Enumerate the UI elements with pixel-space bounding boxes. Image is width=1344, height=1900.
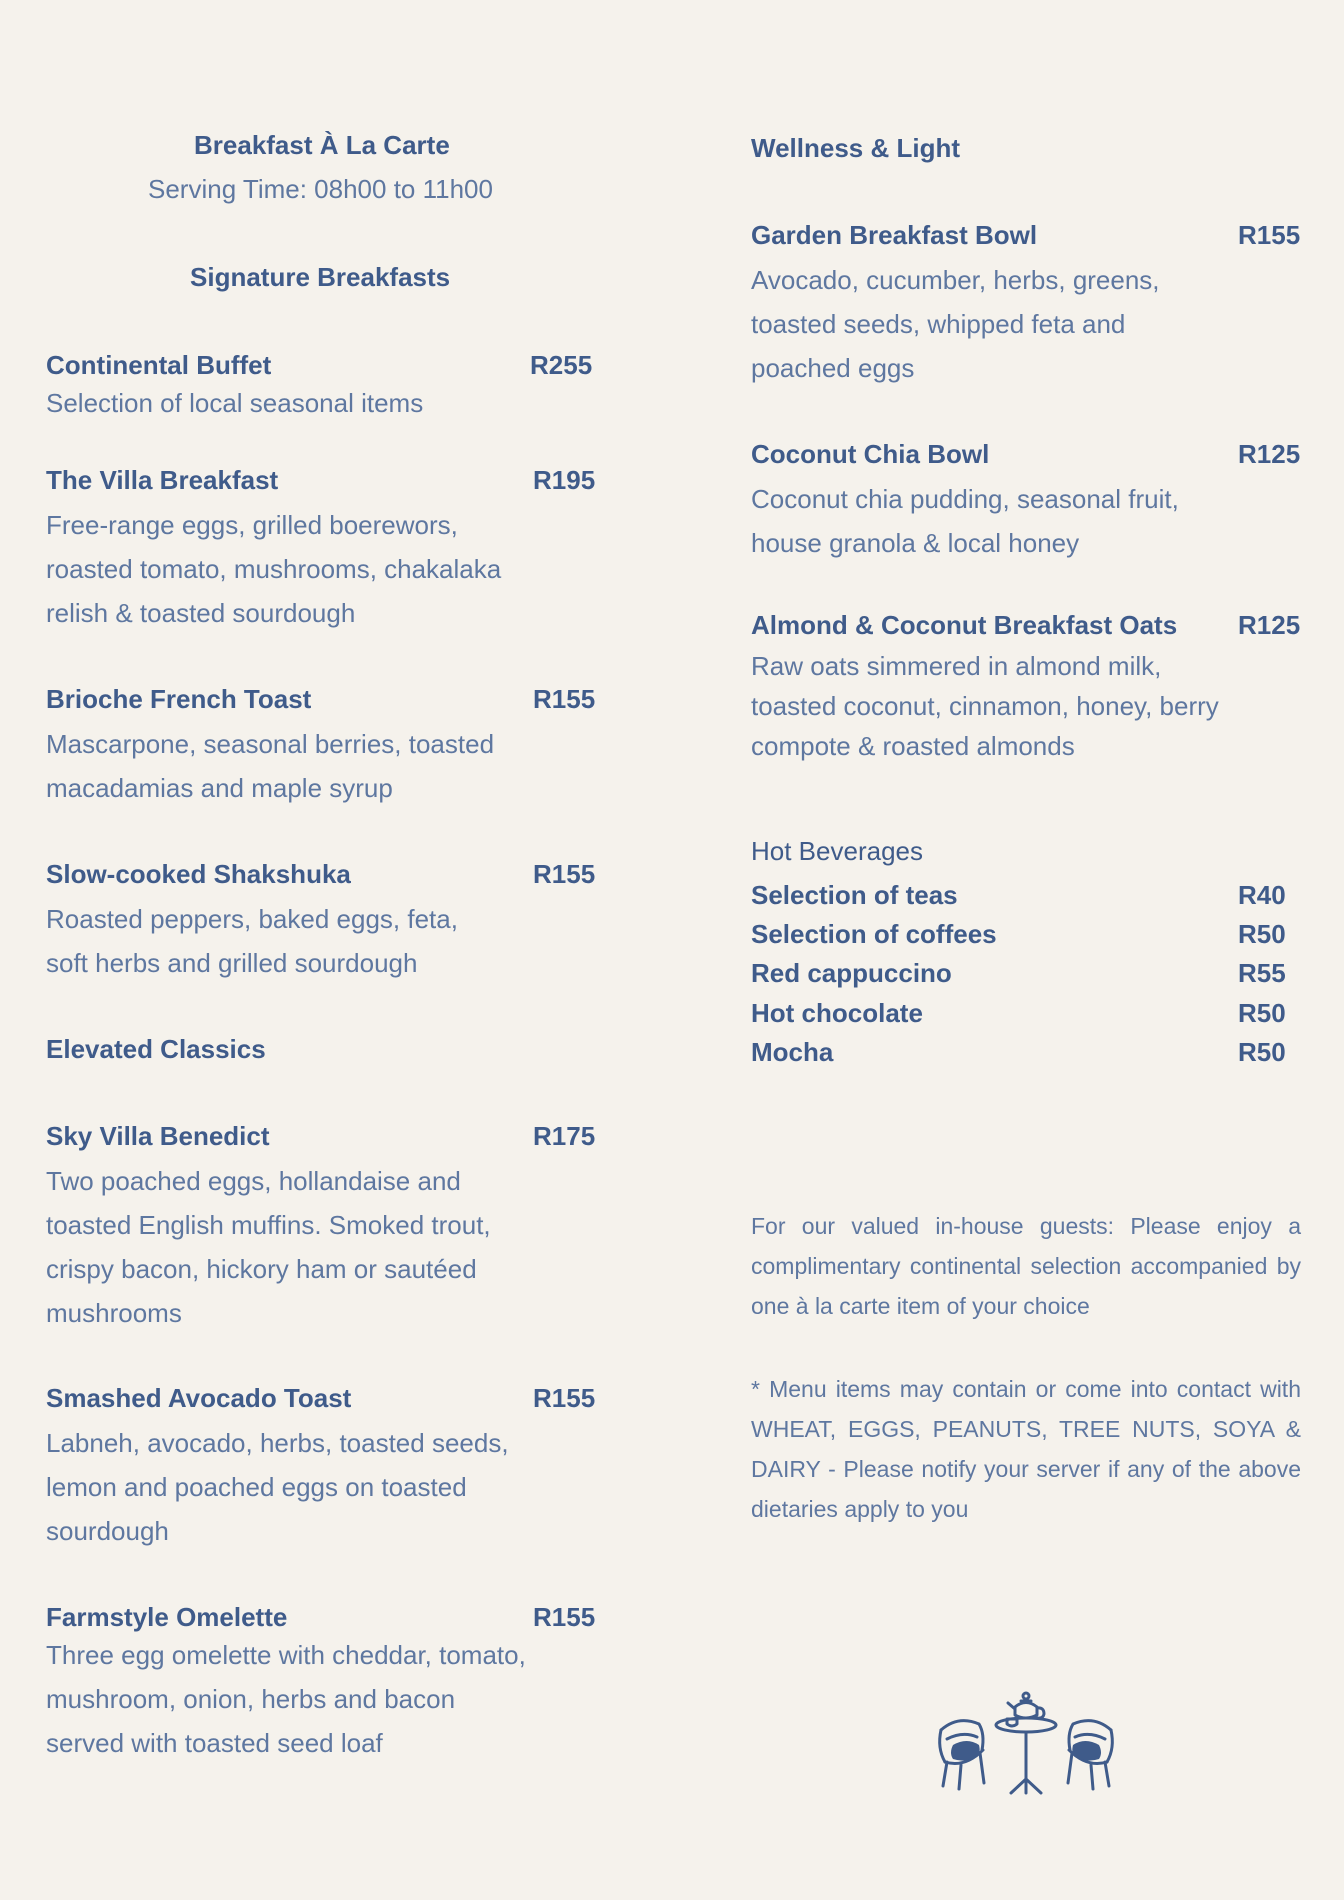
beverage-name: Hot chocolate [751,998,923,1028]
item-name: Smashed Avocado Toast [46,1383,352,1413]
menu-title: Breakfast À La Carte [194,130,450,160]
item-description: Three egg omelette with cheddar, tomato, mushroom, onion, herbs and bacon served with toasted seed loaf [46,1640,526,1758]
beverage-row-teas [751,880,1291,911]
item-description: Coconut chia pudding, seasonal fruit, house granola & local honey [751,484,1179,558]
beverage-row-mocha [751,1037,1291,1068]
item-description: Avocado, cucumber, herbs, greens, toasted seeds, whipped feta and poached eggs [751,265,1160,383]
item-description: Two poached eggs, hollandaise and toasted English muffins. Smoked trout, crispy bacon, hickory ham or sautéed mushrooms [46,1166,491,1328]
item-name: Slow-cooked Shakshuka [46,859,351,889]
item-description: Selection of local seasonal items [46,388,424,418]
allergen-note: * Menu items may contain or come into contact with WHEAT, EGGS, PEANUTS, TREE NUTS, SOYA & DAIRY - Please notify your server if any of the above dietaries apply to you [751,1376,1301,1522]
beverage-row-hot-chocolate [751,998,1291,1029]
beverage-price: R50 [1238,998,1286,1028]
item-price: R155 [533,684,596,714]
item-name: The Villa Breakfast [46,465,279,495]
beverage-name: Selection of teas [751,880,958,910]
beverage-price: R40 [1238,880,1286,910]
beverage-price: R55 [1238,958,1286,988]
section-title-elevated: Elevated Classics [46,1034,266,1064]
item-price: R155 [1238,220,1301,250]
item-price: R175 [533,1121,596,1151]
item-name: Sky Villa Benedict [46,1121,270,1151]
item-price: R155 [533,859,596,889]
item-name: Garden Breakfast Bowl [751,220,1038,250]
item-name: Coconut Chia Bowl [751,439,990,469]
item-description: Mascarpone, seasonal berries, toasted macadamias and maple syrup [46,729,495,803]
beverage-price: R50 [1238,919,1286,949]
item-description: Labneh, avocado, herbs, toasted seeds, lemon and poached eggs on toasted sourdough [46,1428,509,1546]
item-name: Almond & Coconut Breakfast Oats [751,610,1178,640]
section-title-signature: Signature Breakfasts [190,262,451,292]
item-name: Farmstyle Omelette [46,1602,288,1632]
cafe-table-chairs-teapot-icon [935,1685,1117,1805]
beverage-price: R50 [1238,1037,1286,1067]
item-price: R195 [533,465,596,495]
section-title-wellness: Wellness & Light [751,133,960,163]
guest-note: For our valued in-house guests: Please enjoy a complimentary continental selection accompanied by one à la carte item of your choice [751,1213,1301,1319]
item-name: Continental Buffet [46,350,272,380]
beverage-name: Selection of coffees [751,919,997,949]
item-description: Raw oats simmered in almond milk, toasted coconut, cinnamon, honey, berry compote & roasted almonds [751,651,1219,761]
serving-time: Serving Time: 08h00 to 11h00 [148,174,493,204]
section-title-beverages: Hot Beverages [751,836,923,866]
item-price: R125 [1238,610,1301,640]
item-description: Free-range eggs, grilled boerewors, roasted tomato, mushrooms, chakalaka relish & toasted sourdough [46,510,502,628]
item-description: Roasted peppers, baked eggs, feta, soft herbs and grilled sourdough [46,904,458,978]
beverage-row-coffees [751,919,1291,950]
beverage-name: Red cappuccino [751,958,952,988]
beverage-row-red-cappuccino [751,958,1291,989]
beverage-name: Mocha [751,1037,834,1067]
item-price: R155 [533,1383,596,1413]
item-price: R155 [533,1602,596,1632]
item-name: Brioche French Toast [46,684,312,714]
item-price: R255 [530,350,593,380]
item-price: R125 [1238,439,1301,469]
